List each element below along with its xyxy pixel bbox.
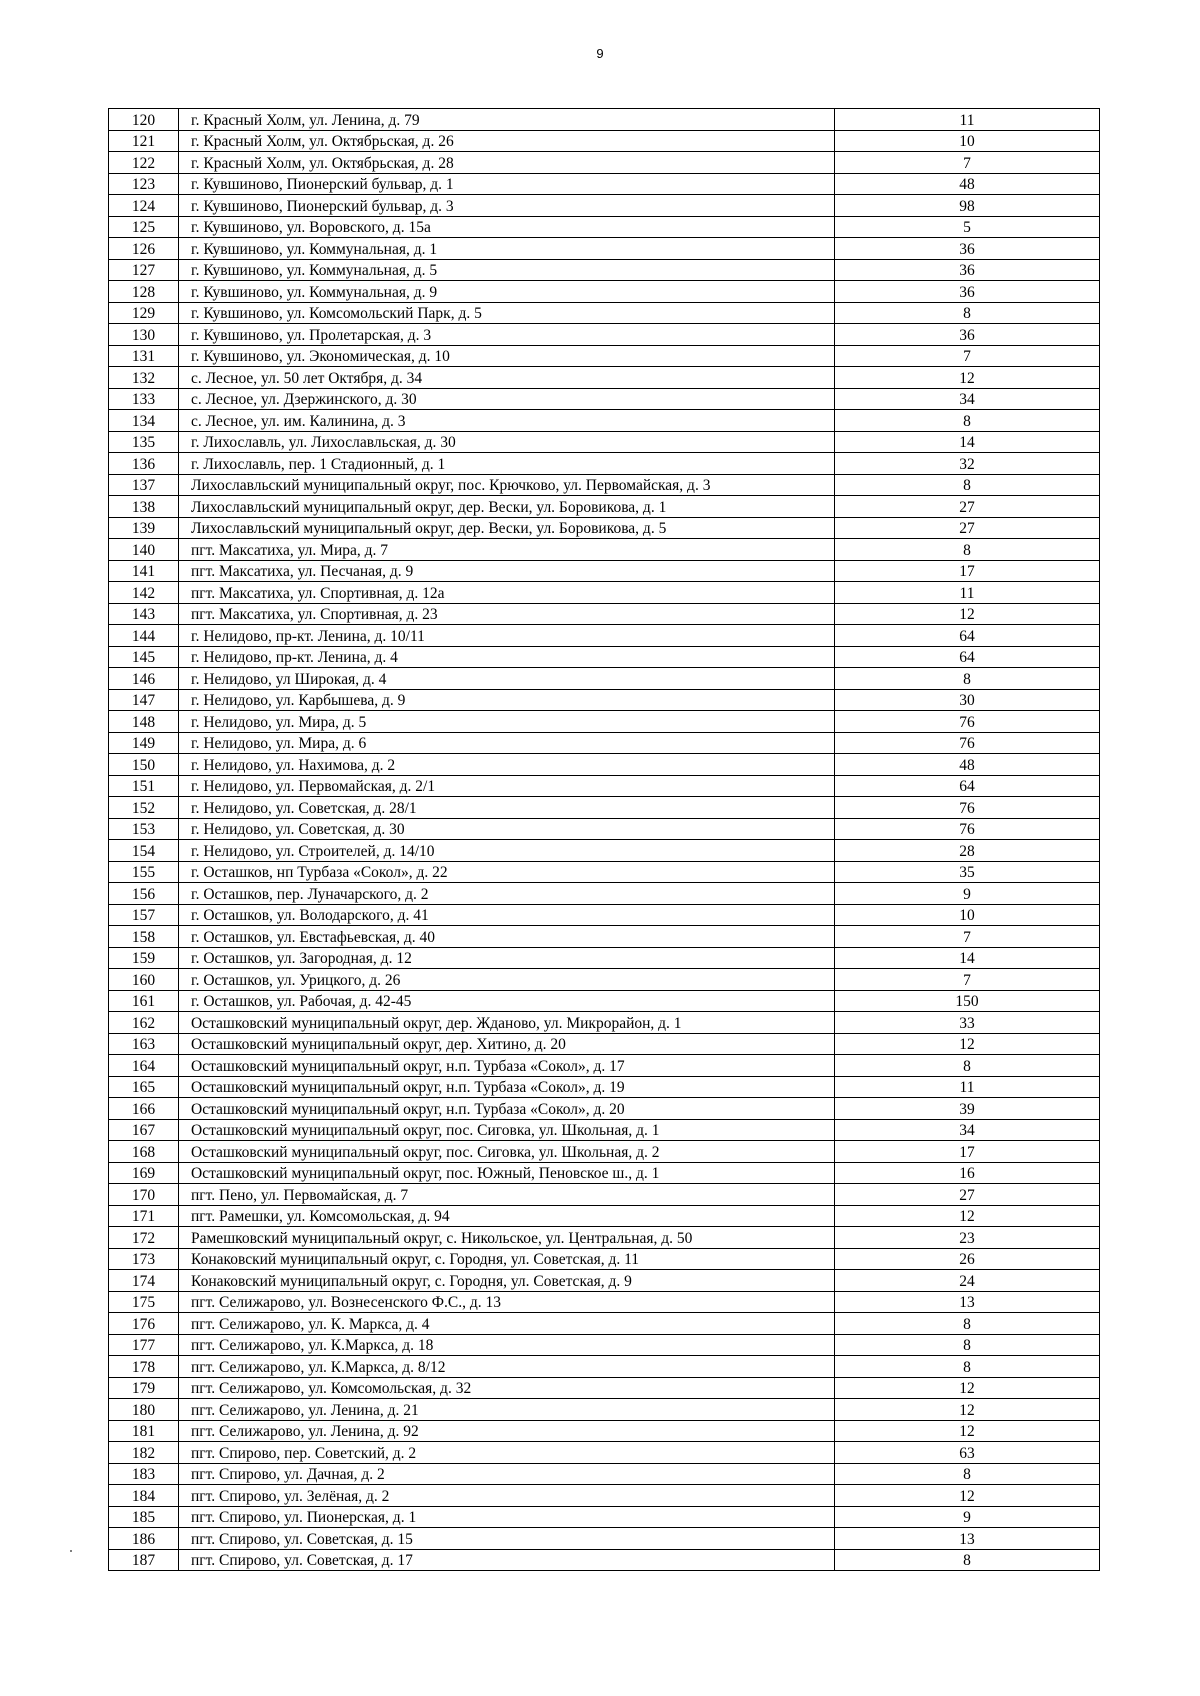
table-row — [109, 1442, 1100, 1464]
row-number-cell: 135 — [109, 431, 179, 453]
count-cell: 10 — [835, 130, 1100, 152]
address-cell: г. Нелидово, ул. Строителей, д. 14/10 — [179, 840, 835, 862]
row-number-cell: 162 — [109, 1012, 179, 1034]
row-number-cell: 177 — [109, 1334, 179, 1356]
count-cell: 7 — [835, 926, 1100, 948]
count-cell: 36 — [835, 324, 1100, 346]
address-cell: Осташковский муниципальный округ, н.п. Турбаза «Сокол», д. 17 — [179, 1055, 835, 1077]
row-number-cell: 186 — [109, 1528, 179, 1550]
address-cell: г. Кувшиново, ул. Коммунальная, д. 9 — [179, 281, 835, 303]
table-row — [109, 173, 1100, 195]
count-cell: 14 — [835, 431, 1100, 453]
address-cell: г. Нелидово, ул Широкая, д. 4 — [179, 668, 835, 690]
count-cell: 76 — [835, 732, 1100, 754]
row-number-cell: 169 — [109, 1162, 179, 1184]
table-row — [109, 625, 1100, 647]
address-cell: г. Нелидово, ул. Карбышева, д. 9 — [179, 689, 835, 711]
table-row — [109, 1119, 1100, 1141]
count-cell: 34 — [835, 1119, 1100, 1141]
address-cell: Рамешковский муниципальный округ, с. Никольское, ул. Центральная, д. 50 — [179, 1227, 835, 1249]
address-cell: с. Лесное, ул. им. Калинина, д. 3 — [179, 410, 835, 432]
table-row — [109, 1334, 1100, 1356]
address-cell: г. Нелидово, ул. Нахимова, д. 2 — [179, 754, 835, 776]
row-number-cell: 146 — [109, 668, 179, 690]
address-cell: г. Красный Холм, ул. Октябрьская, д. 28 — [179, 152, 835, 174]
row-number-cell: 121 — [109, 130, 179, 152]
row-number-cell: 154 — [109, 840, 179, 862]
table-row — [109, 1184, 1100, 1206]
table-row — [109, 969, 1100, 991]
row-number-cell: 174 — [109, 1270, 179, 1292]
row-number-cell: 152 — [109, 797, 179, 819]
address-cell: пгт. Спирово, ул. Советская, д. 15 — [179, 1528, 835, 1550]
count-cell: 12 — [835, 1033, 1100, 1055]
count-cell: 7 — [835, 345, 1100, 367]
count-cell: 17 — [835, 1141, 1100, 1163]
table-row — [109, 1012, 1100, 1034]
address-cell: г. Лихославль, пер. 1 Стадионный, д. 1 — [179, 453, 835, 475]
address-cell: пгт. Селижарово, ул. К.Маркса, д. 8/12 — [179, 1356, 835, 1378]
table-row — [109, 732, 1100, 754]
row-number-cell: 128 — [109, 281, 179, 303]
count-cell: 48 — [835, 173, 1100, 195]
row-number-cell: 145 — [109, 646, 179, 668]
row-number-cell: 172 — [109, 1227, 179, 1249]
count-cell: 76 — [835, 818, 1100, 840]
address-cell: г. Нелидово, ул. Советская, д. 28/1 — [179, 797, 835, 819]
table-row — [109, 453, 1100, 475]
count-cell: 8 — [835, 1313, 1100, 1335]
address-cell: пгт. Максатиха, ул. Мира, д. 7 — [179, 539, 835, 561]
address-cell: Конаковский муниципальный округ, с. Городня, ул. Советская, д. 9 — [179, 1270, 835, 1292]
table-row — [109, 324, 1100, 346]
row-number-cell: 133 — [109, 388, 179, 410]
row-number-cell: 171 — [109, 1205, 179, 1227]
row-number-cell: 163 — [109, 1033, 179, 1055]
row-number-cell: 120 — [109, 109, 179, 131]
table-row — [109, 947, 1100, 969]
count-cell: 10 — [835, 904, 1100, 926]
row-number-cell: 124 — [109, 195, 179, 217]
address-cell: пгт. Максатиха, ул. Спортивная, д. 23 — [179, 603, 835, 625]
row-number-cell: 132 — [109, 367, 179, 389]
address-table-wrapper — [108, 108, 1099, 1571]
table-row — [109, 818, 1100, 840]
address-cell: г. Красный Холм, ул. Октябрьская, д. 26 — [179, 130, 835, 152]
row-number-cell: 180 — [109, 1399, 179, 1421]
row-number-cell: 142 — [109, 582, 179, 604]
row-number-cell: 182 — [109, 1442, 179, 1464]
address-cell: Осташковский муниципальный округ, пос. Южный, Пеновское ш., д. 1 — [179, 1162, 835, 1184]
count-cell: 8 — [835, 539, 1100, 561]
table-row — [109, 775, 1100, 797]
row-number-cell: 141 — [109, 560, 179, 582]
row-number-cell: 151 — [109, 775, 179, 797]
count-cell: 76 — [835, 797, 1100, 819]
address-cell: Лихославльский муниципальный округ, дер. Вески, ул. Боровикова, д. 5 — [179, 517, 835, 539]
count-cell: 14 — [835, 947, 1100, 969]
count-cell: 11 — [835, 109, 1100, 131]
address-cell: г. Кувшиново, ул. Экономическая, д. 10 — [179, 345, 835, 367]
address-cell: пгт. Пено, ул. Первомайская, д. 7 — [179, 1184, 835, 1206]
table-row — [109, 259, 1100, 281]
row-number-cell: 157 — [109, 904, 179, 926]
row-number-cell: 164 — [109, 1055, 179, 1077]
table-row — [109, 1098, 1100, 1120]
count-cell: 7 — [835, 969, 1100, 991]
row-number-cell: 143 — [109, 603, 179, 625]
address-cell: Осташковский муниципальный округ, дер. Жданово, ул. Микрорайон, д. 1 — [179, 1012, 835, 1034]
table-row — [109, 1356, 1100, 1378]
count-cell: 23 — [835, 1227, 1100, 1249]
count-cell: 30 — [835, 689, 1100, 711]
count-cell: 27 — [835, 517, 1100, 539]
table-row — [109, 1549, 1100, 1571]
row-number-cell: 176 — [109, 1313, 179, 1335]
page-number: 9 — [596, 46, 604, 61]
address-cell: пгт. Селижарово, ул. К. Маркса, д. 4 — [179, 1313, 835, 1335]
table-row — [109, 517, 1100, 539]
address-cell: г. Кувшиново, Пионерский бульвар, д. 1 — [179, 173, 835, 195]
address-cell: г. Осташков, ул. Володарского, д. 41 — [179, 904, 835, 926]
table-row — [109, 990, 1100, 1012]
table-row — [109, 1399, 1100, 1421]
row-number-cell: 167 — [109, 1119, 179, 1141]
address-cell: г. Кувшиново, Пионерский бульвар, д. 3 — [179, 195, 835, 217]
row-number-cell: 130 — [109, 324, 179, 346]
table-row — [109, 1227, 1100, 1249]
row-number-cell: 168 — [109, 1141, 179, 1163]
count-cell: 12 — [835, 1420, 1100, 1442]
row-number-cell: 166 — [109, 1098, 179, 1120]
row-number-cell: 183 — [109, 1463, 179, 1485]
count-cell: 64 — [835, 625, 1100, 647]
address-cell: г. Нелидово, ул. Первомайская, д. 2/1 — [179, 775, 835, 797]
count-cell: 13 — [835, 1528, 1100, 1550]
address-cell: Лихославльский муниципальный округ, дер. Вески, ул. Боровикова, д. 1 — [179, 496, 835, 518]
count-cell: 32 — [835, 453, 1100, 475]
row-number-cell: 144 — [109, 625, 179, 647]
count-cell: 98 — [835, 195, 1100, 217]
address-cell: пгт. Рамешки, ул. Комсомольская, д. 94 — [179, 1205, 835, 1227]
count-cell: 13 — [835, 1291, 1100, 1313]
row-number-cell: 158 — [109, 926, 179, 948]
table-row — [109, 1205, 1100, 1227]
table-row — [109, 797, 1100, 819]
count-cell: 12 — [835, 1399, 1100, 1421]
row-number-cell: 126 — [109, 238, 179, 260]
row-number-cell: 123 — [109, 173, 179, 195]
table-row — [109, 539, 1100, 561]
row-number-cell: 139 — [109, 517, 179, 539]
row-number-cell: 136 — [109, 453, 179, 475]
table-row — [109, 646, 1100, 668]
count-cell: 8 — [835, 1334, 1100, 1356]
table-row — [109, 1528, 1100, 1550]
count-cell: 64 — [835, 775, 1100, 797]
count-cell: 48 — [835, 754, 1100, 776]
address-cell: пгт. Максатиха, ул. Спортивная, д. 12а — [179, 582, 835, 604]
table-row — [109, 238, 1100, 260]
table-row — [109, 431, 1100, 453]
row-number-cell: 150 — [109, 754, 179, 776]
table-row — [109, 109, 1100, 131]
table-row — [109, 474, 1100, 496]
address-cell: г. Осташков, ул. Евстафьевская, д. 40 — [179, 926, 835, 948]
row-number-cell: 161 — [109, 990, 179, 1012]
count-cell: 8 — [835, 1549, 1100, 1571]
row-number-cell: 131 — [109, 345, 179, 367]
address-cell: г. Кувшиново, ул. Пролетарская, д. 3 — [179, 324, 835, 346]
row-number-cell: 122 — [109, 152, 179, 174]
address-cell: г. Нелидово, пр-кт. Ленина, д. 4 — [179, 646, 835, 668]
address-cell: Осташковский муниципальный округ, н.п. Турбаза «Сокол», д. 19 — [179, 1076, 835, 1098]
row-number-cell: 134 — [109, 410, 179, 432]
row-number-cell: 185 — [109, 1506, 179, 1528]
address-cell: пгт. Спирово, ул. Пионерская, д. 1 — [179, 1506, 835, 1528]
count-cell: 36 — [835, 281, 1100, 303]
count-cell: 8 — [835, 410, 1100, 432]
row-number-cell: 170 — [109, 1184, 179, 1206]
row-number-cell: 165 — [109, 1076, 179, 1098]
count-cell: 8 — [835, 1055, 1100, 1077]
table-row — [109, 1076, 1100, 1098]
count-cell: 11 — [835, 582, 1100, 604]
table-row — [109, 1055, 1100, 1077]
table-row — [109, 410, 1100, 432]
address-cell: г. Осташков, пер. Луначарского, д. 2 — [179, 883, 835, 905]
row-number-cell: 184 — [109, 1485, 179, 1507]
table-row — [109, 1463, 1100, 1485]
table-row — [109, 1033, 1100, 1055]
row-number-cell: 153 — [109, 818, 179, 840]
address-cell: г. Нелидово, ул. Советская, д. 30 — [179, 818, 835, 840]
address-cell: г. Нелидово, ул. Мира, д. 5 — [179, 711, 835, 733]
row-number-cell: 148 — [109, 711, 179, 733]
row-number-cell: 156 — [109, 883, 179, 905]
row-number-cell: 178 — [109, 1356, 179, 1378]
row-number-cell: 149 — [109, 732, 179, 754]
table-row — [109, 711, 1100, 733]
count-cell: 24 — [835, 1270, 1100, 1292]
row-number-cell: 125 — [109, 216, 179, 238]
count-cell: 39 — [835, 1098, 1100, 1120]
table-row — [109, 1420, 1100, 1442]
address-cell: г. Нелидово, ул. Мира, д. 6 — [179, 732, 835, 754]
table-row — [109, 152, 1100, 174]
address-cell: с. Лесное, ул. Дзержинского, д. 30 — [179, 388, 835, 410]
count-cell: 64 — [835, 646, 1100, 668]
address-table — [108, 108, 1100, 1571]
address-cell: г. Кувшиново, ул. Воровского, д. 15а — [179, 216, 835, 238]
count-cell: 76 — [835, 711, 1100, 733]
row-number-cell: 173 — [109, 1248, 179, 1270]
address-cell: г. Осташков, ул. Рабочая, д. 42-45 — [179, 990, 835, 1012]
address-cell: г. Осташков, нп Турбаза «Сокол», д. 22 — [179, 861, 835, 883]
table-row — [109, 1291, 1100, 1313]
table-row — [109, 883, 1100, 905]
table-row — [109, 1313, 1100, 1335]
row-number-cell: 179 — [109, 1377, 179, 1399]
row-number-cell: 127 — [109, 259, 179, 281]
address-cell: Осташковский муниципальный округ, пос. Сиговка, ул. Школьная, д. 2 — [179, 1141, 835, 1163]
count-cell: 12 — [835, 367, 1100, 389]
count-cell: 12 — [835, 1205, 1100, 1227]
count-cell: 34 — [835, 388, 1100, 410]
scan-speck — [70, 1550, 72, 1552]
table-row — [109, 1162, 1100, 1184]
address-cell: пгт. Спирово, ул. Зелёная, д. 2 — [179, 1485, 835, 1507]
count-cell: 7 — [835, 152, 1100, 174]
address-cell: г. Кувшиново, ул. Коммунальная, д. 5 — [179, 259, 835, 281]
row-number-cell: 159 — [109, 947, 179, 969]
count-cell: 36 — [835, 259, 1100, 281]
table-row — [109, 668, 1100, 690]
count-cell: 150 — [835, 990, 1100, 1012]
count-cell: 8 — [835, 474, 1100, 496]
table-row — [109, 1485, 1100, 1507]
count-cell: 16 — [835, 1162, 1100, 1184]
address-table-body — [109, 109, 1100, 1571]
table-row — [109, 689, 1100, 711]
table-row — [109, 496, 1100, 518]
count-cell: 11 — [835, 1076, 1100, 1098]
address-cell: пгт. Селижарово, ул. Вознесенского Ф.С., д. 13 — [179, 1291, 835, 1313]
count-cell: 9 — [835, 883, 1100, 905]
address-cell: г. Кувшиново, ул. Коммунальная, д. 1 — [179, 238, 835, 260]
address-cell: г. Осташков, ул. Загородная, д. 12 — [179, 947, 835, 969]
address-cell: пгт. Спирово, пер. Советский, д. 2 — [179, 1442, 835, 1464]
row-number-cell: 140 — [109, 539, 179, 561]
count-cell: 12 — [835, 1377, 1100, 1399]
address-cell: Осташковский муниципальный округ, н.п. Турбаза «Сокол», д. 20 — [179, 1098, 835, 1120]
count-cell: 8 — [835, 302, 1100, 324]
count-cell: 36 — [835, 238, 1100, 260]
address-cell: Осташковский муниципальный округ, пос. Сиговка, ул. Школьная, д. 1 — [179, 1119, 835, 1141]
address-cell: пгт. Селижарово, ул. Ленина, д. 21 — [179, 1399, 835, 1421]
address-cell: г. Осташков, ул. Урицкого, д. 26 — [179, 969, 835, 991]
row-number-cell: 138 — [109, 496, 179, 518]
table-row — [109, 345, 1100, 367]
table-row — [109, 1141, 1100, 1163]
address-cell: г. Лихославль, ул. Лихославльская, д. 30 — [179, 431, 835, 453]
address-cell: пгт. Спирово, ул. Советская, д. 17 — [179, 1549, 835, 1571]
table-row — [109, 195, 1100, 217]
count-cell: 8 — [835, 668, 1100, 690]
address-cell: Конаковский муниципальный округ, с. Городня, ул. Советская, д. 11 — [179, 1248, 835, 1270]
table-row — [109, 1506, 1100, 1528]
table-row — [109, 1248, 1100, 1270]
address-cell: г. Кувшиново, ул. Комсомольский Парк, д. 5 — [179, 302, 835, 324]
count-cell: 26 — [835, 1248, 1100, 1270]
count-cell: 63 — [835, 1442, 1100, 1464]
address-cell: пгт. Селижарово, ул. Ленина, д. 92 — [179, 1420, 835, 1442]
count-cell: 17 — [835, 560, 1100, 582]
table-row — [109, 388, 1100, 410]
table-row — [109, 861, 1100, 883]
count-cell: 27 — [835, 1184, 1100, 1206]
count-cell: 12 — [835, 603, 1100, 625]
count-cell: 28 — [835, 840, 1100, 862]
table-row — [109, 1377, 1100, 1399]
count-cell: 33 — [835, 1012, 1100, 1034]
table-row — [109, 281, 1100, 303]
row-number-cell: 129 — [109, 302, 179, 324]
row-number-cell: 175 — [109, 1291, 179, 1313]
address-cell: Лихославльский муниципальный округ, пос. Крючково, ул. Первомайская, д. 3 — [179, 474, 835, 496]
count-cell: 27 — [835, 496, 1100, 518]
row-number-cell: 187 — [109, 1549, 179, 1571]
table-row — [109, 130, 1100, 152]
table-row — [109, 216, 1100, 238]
address-cell: г. Нелидово, пр-кт. Ленина, д. 10/11 — [179, 625, 835, 647]
address-cell: пгт. Максатиха, ул. Песчаная, д. 9 — [179, 560, 835, 582]
row-number-cell: 147 — [109, 689, 179, 711]
count-cell: 12 — [835, 1485, 1100, 1507]
table-row — [109, 367, 1100, 389]
table-row — [109, 582, 1100, 604]
address-cell: пгт. Спирово, ул. Дачная, д. 2 — [179, 1463, 835, 1485]
address-cell: Осташковский муниципальный округ, дер. Хитино, д. 20 — [179, 1033, 835, 1055]
table-row — [109, 840, 1100, 862]
table-row — [109, 1270, 1100, 1292]
count-cell: 9 — [835, 1506, 1100, 1528]
address-cell: г. Красный Холм, ул. Ленина, д. 79 — [179, 109, 835, 131]
table-row — [109, 926, 1100, 948]
table-row — [109, 754, 1100, 776]
row-number-cell: 155 — [109, 861, 179, 883]
address-cell: пгт. Селижарово, ул. Комсомольская, д. 32 — [179, 1377, 835, 1399]
address-cell: с. Лесное, ул. 50 лет Октября, д. 34 — [179, 367, 835, 389]
row-number-cell: 160 — [109, 969, 179, 991]
table-row — [109, 302, 1100, 324]
count-cell: 8 — [835, 1463, 1100, 1485]
row-number-cell: 181 — [109, 1420, 179, 1442]
count-cell: 8 — [835, 1356, 1100, 1378]
row-number-cell: 137 — [109, 474, 179, 496]
table-row — [109, 904, 1100, 926]
count-cell: 35 — [835, 861, 1100, 883]
address-cell: пгт. Селижарово, ул. К.Маркса, д. 18 — [179, 1334, 835, 1356]
count-cell: 5 — [835, 216, 1100, 238]
table-row — [109, 560, 1100, 582]
table-row — [109, 603, 1100, 625]
